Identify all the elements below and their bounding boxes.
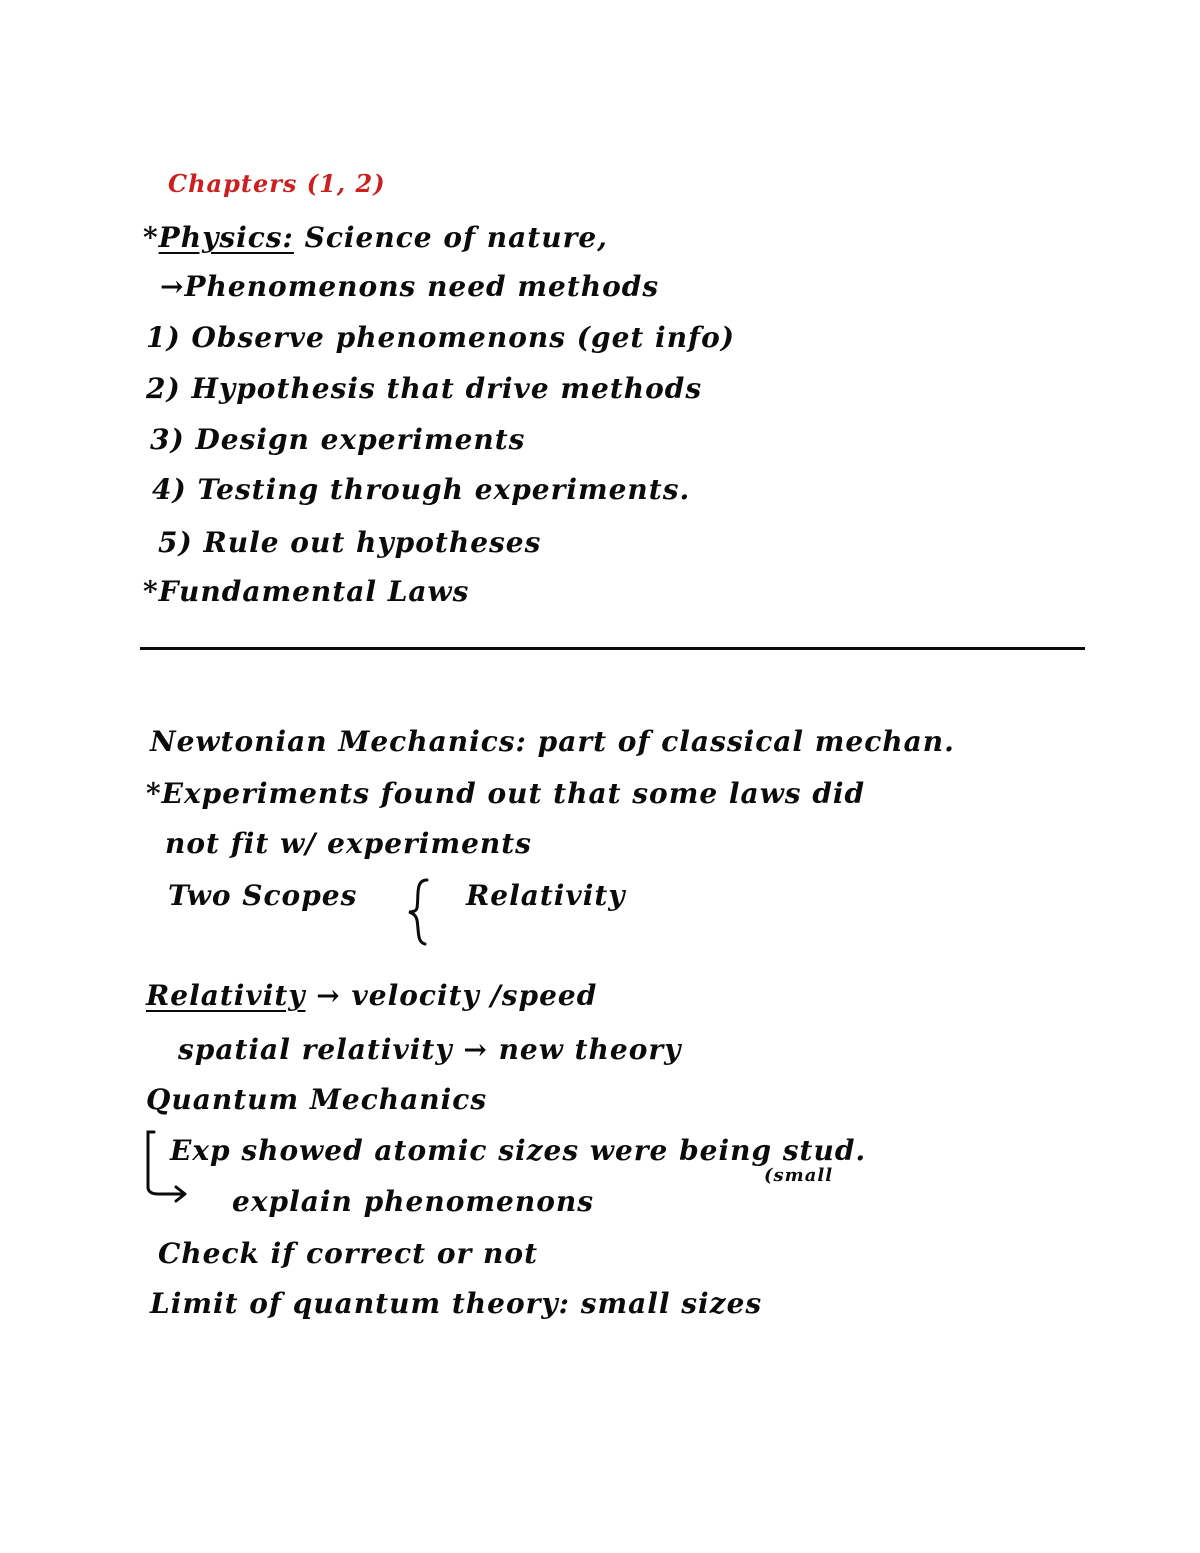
note-scope-relativity: Relativity [466, 879, 626, 912]
note-line-step-4: 4) Testing through experiments. [152, 473, 691, 506]
physics-label: Physics: [158, 221, 294, 254]
note-line-two-scopes: Two Scopes [168, 879, 358, 912]
relativity-velocity: → velocity /speed [316, 979, 598, 1012]
note-line-spatial-relativity: spatial relativity → new theory [178, 1033, 682, 1066]
note-line-fundamental-laws: *Fundamental Laws [143, 575, 470, 608]
note-line-step-5: 5) Rule out hypotheses [158, 526, 542, 559]
bullet-mark: * [143, 221, 159, 254]
note-line-step-2: 2) Hypothesis that drive methods [146, 372, 703, 405]
note-line-step-1: 1) Observe phenomenons (get info) [146, 321, 736, 354]
note-line-check: Check if correct or not [158, 1237, 538, 1270]
note-line-newtonian: Newtonian Mechanics: part of classical mechan. [150, 725, 955, 758]
chapter-heading: Chapters (1, 2) [168, 169, 386, 198]
note-line-exp-showed: Exp showed atomic sizes were being stud. [170, 1134, 867, 1167]
note-line-limit: Limit of quantum theory: small sizes [150, 1287, 763, 1320]
note-line-relativity [146, 979, 598, 1012]
physics-definition: Science of nature, [293, 221, 608, 254]
note-line-physics [143, 221, 608, 254]
note-line-explain: explain phenomenons [232, 1185, 594, 1218]
note-line-not-fit: not fit w/ experiments [165, 827, 532, 860]
curly-brace-icon [405, 876, 435, 946]
note-line-quantum-mechanics: Quantum Mechanics [146, 1083, 488, 1116]
section-divider [140, 647, 1085, 650]
note-line-experiments: *Experiments found out that some laws did [146, 777, 866, 810]
note-line-step-3: 3) Design experiments [150, 423, 526, 456]
note-line-phenomenons: →Phenomenons need methods [160, 270, 660, 303]
note-small-annotation: (small [764, 1165, 834, 1186]
relativity-heading: Relativity [146, 979, 306, 1012]
